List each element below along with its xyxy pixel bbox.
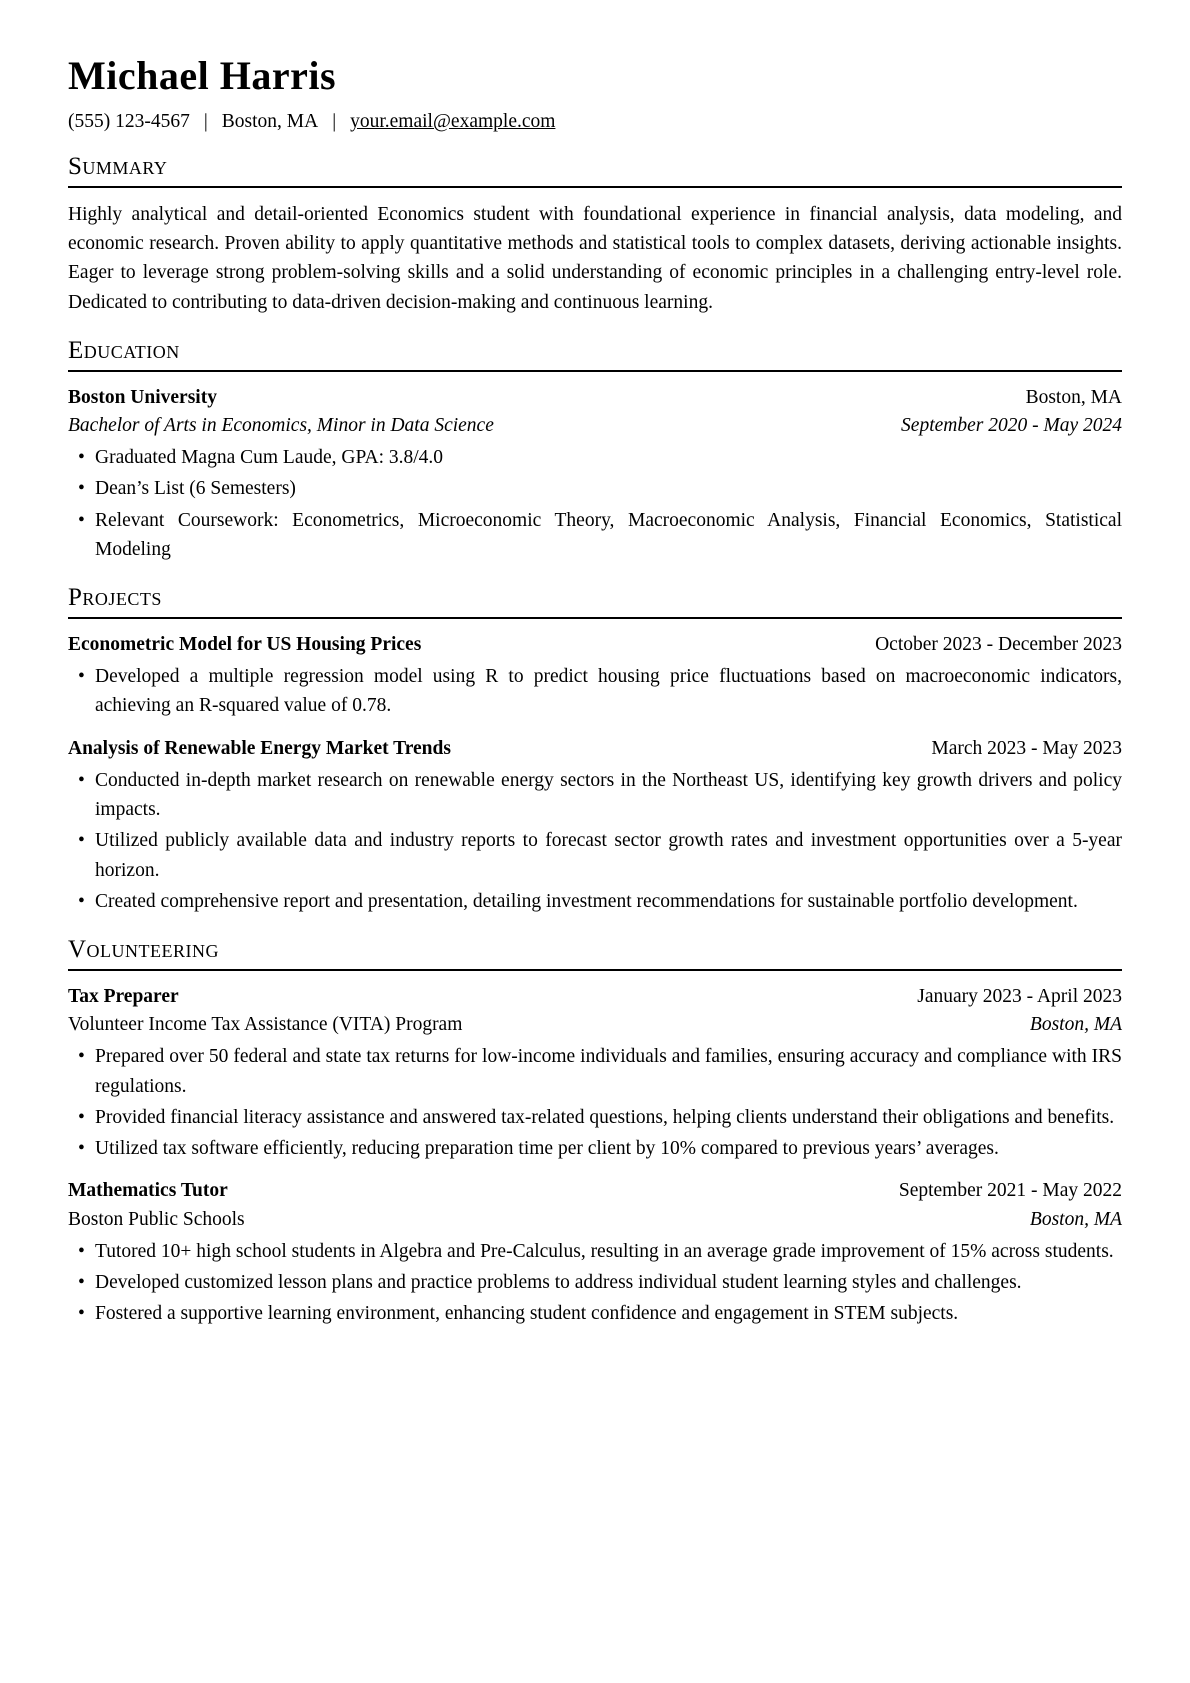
contact-email-link[interactable]: your.email@example.com [350,111,556,132]
bullet-item: • Graduated Magna Cum Laude, GPA: 3.8/4.0 [68,443,1122,472]
contact-line [68,111,1122,133]
education-entry [68,384,1122,565]
volunteering-entry [68,1177,1122,1328]
project-name: Analysis of Renewable Energy Market Trends [68,737,451,759]
bullet-item: • Tutored 10+ high school students in Algebra and Pre-Calculus, resulting in an average grade improvement of 15% across students. [68,1237,1122,1266]
bullet-item: • Prepared over 50 federal and state tax returns for low-income individuals and families, ensuring accuracy and compliance with IRS regulations. [68,1042,1122,1101]
education-dates: September 2020 - May 2024 [901,414,1122,436]
volunteering-entry-row-1 [68,1177,1122,1205]
volunteer-dates: January 2023 - April 2023 [917,985,1122,1007]
volunteer-dates: September 2021 - May 2022 [898,1180,1122,1202]
section-education-title: Education [68,336,180,364]
volunteering-entry-row-2 [68,1206,1122,1234]
summary-text: Highly analytical and detail-oriented Economics student with foundational experience in financial analysis, data modeling, and economic research. Proven ability to apply quantitative methods and statistical tools to complex datasets, deriving actionable insights. Eager to leverage strong problem-solving skills and a solid understanding of economic principles in a challenging entry-level role. Dedicated to contributing to data-driven decision-making and continuous learning. [68,203,1122,313]
volunteering-bullets [68,1237,1122,1329]
project-entry-row [68,735,1122,763]
project-dates: October 2023 - December 2023 [875,633,1122,655]
education-entry-row-1 [68,384,1122,412]
volunteering-bullets [68,1042,1122,1163]
project-entry [68,735,1122,917]
contact-phone: (555) 123-4567 [68,111,190,132]
section-education [68,337,1122,564]
project-bullets [68,662,1122,721]
volunteer-location: Boston, MA [1029,1208,1122,1230]
resume-name: Michael Harris [68,53,337,98]
volunteering-entry-row-2 [68,1011,1122,1039]
volunteer-organization: Boston Public Schools [68,1208,245,1230]
bullet-item: • Dean’s List (6 Semesters) [68,474,1122,503]
section-rule [68,370,1122,372]
bullet-item: • Utilized publicly available data and industry reports to forecast sector growth rates and investment opportunities over a 5-year horizon. [68,826,1122,885]
section-rule [68,969,1122,971]
volunteering-entry [68,983,1122,1164]
bullet-item: • Developed customized lesson plans and practice problems to address individual student learning styles and challenges. [68,1268,1122,1297]
project-dates: March 2023 - May 2023 [931,737,1122,759]
institution-name: Boston University [68,386,217,408]
bullet-item: • Created comprehensive report and presentation, detailing investment recommendations for sustainable portfolio development. [68,887,1122,916]
volunteer-role: Mathematics Tutor [68,1180,228,1202]
degree-name: Bachelor of Arts in Economics, Minor in Data Science [68,414,494,436]
volunteering-entry-row-1 [68,983,1122,1011]
section-volunteering [68,936,1122,1329]
section-summary [68,153,1122,317]
volunteer-location: Boston, MA [1029,1014,1122,1036]
volunteer-role: Tax Preparer [68,985,179,1007]
section-volunteering-title: Volunteering [68,936,220,964]
section-projects-title: Projects [68,584,162,612]
section-summary-title: Summary [68,153,168,180]
bullet-item: • Developed a multiple regression model using R to predict housing price fluctuations based on macroeconomic indicators, achieving an R-squared value of 0.78. [68,662,1122,721]
contact-location: Boston, MA [221,111,319,132]
bullet-item: • Provided financial literacy assistance and answered tax-related questions, helping clients understand their obligations and benefits. [68,1103,1122,1132]
bullet-item: • Conducted in-depth market research on renewable energy sectors in the Northeast US, identifying key growth drivers and policy impacts. [68,766,1122,825]
education-entry-row-2 [68,412,1122,440]
project-bullets [68,766,1122,916]
bullet-item: • Fostered a supportive learning environment, enhancing student confidence and engagement in STEM subjects. [68,1299,1122,1328]
institution-location: Boston, MA [1025,386,1122,408]
project-entry [68,631,1122,721]
section-rule [68,186,1122,188]
project-name: Econometric Model for US Housing Prices [68,633,422,655]
contact-separator-2: | [332,111,337,132]
section-projects [68,584,1122,916]
project-entry-row [68,631,1122,659]
contact-separator-1: | [203,111,208,132]
bullet-item: • Relevant Coursework: Econometrics, Microeconomic Theory, Macroeconomic Analysis, Financial Economics, Statistical Modeling [68,506,1122,565]
section-rule [68,617,1122,619]
bullet-item: • Utilized tax software efficiently, reducing preparation time per client by 10% compared to previous years’ averages. [68,1134,1122,1163]
education-bullets [68,443,1122,564]
volunteer-organization: Volunteer Income Tax Assistance (VITA) Program [68,1014,463,1036]
